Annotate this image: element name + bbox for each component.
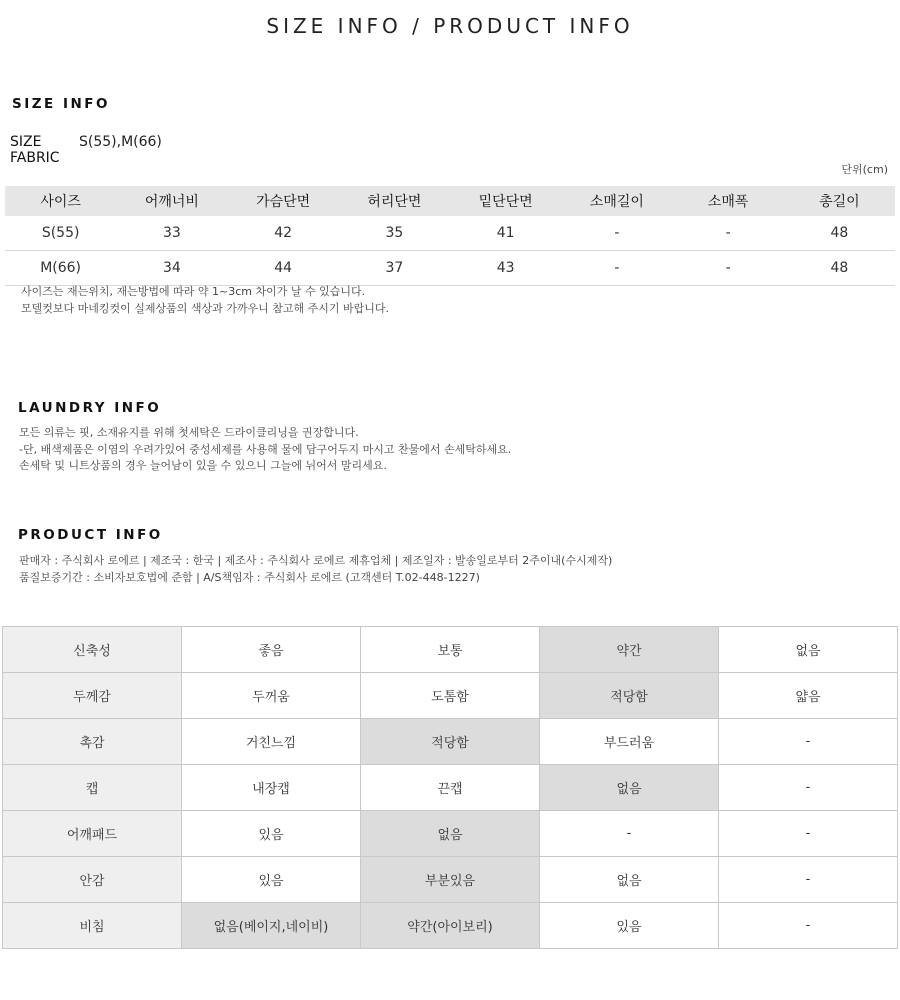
size-header-cell: 가슴단면 bbox=[228, 186, 339, 216]
fabric-option-cell: - bbox=[719, 765, 898, 811]
fabric-option-cell: 끈캡 bbox=[361, 765, 540, 811]
fabric-option-cell: - bbox=[719, 903, 898, 949]
size-header-cell: 사이즈 bbox=[5, 186, 116, 216]
fabric-option-cell: 도톰함 bbox=[361, 673, 540, 719]
fabric-row bbox=[3, 627, 898, 673]
product-info-heading: PRODUCT INFO bbox=[18, 527, 163, 543]
fabric-row bbox=[3, 857, 898, 903]
size-info-heading: SIZE INFO bbox=[12, 96, 110, 112]
size-cell: 48 bbox=[784, 216, 895, 251]
size-note: 사이즈는 재는위치, 재는방법에 따라 약 1~3cm 차이가 날 수 있습니다. bbox=[21, 285, 366, 298]
fabric-option-cell: 두꺼움 bbox=[182, 673, 361, 719]
laundry-info-heading: LAUNDRY INFO bbox=[18, 400, 162, 416]
page-title: SIZE INFO / PRODUCT INFO bbox=[266, 14, 634, 38]
fabric-attribute-label: 어깨패드 bbox=[3, 811, 182, 857]
size-cell: 48 bbox=[784, 251, 895, 286]
laundry-line: 모든 의류는 핏, 소재유지를 위해 첫세탁은 드라이클리닝을 권장합니다. bbox=[19, 426, 359, 439]
fabric-attribute-label: 신축성 bbox=[3, 627, 182, 673]
fabric-attribute-label: 촉감 bbox=[3, 719, 182, 765]
size-label: SIZE bbox=[10, 134, 42, 150]
size-cell: 37 bbox=[339, 251, 450, 286]
fabric-option-cell: 부드러움 bbox=[540, 719, 719, 765]
size-cell: M(66) bbox=[5, 251, 116, 286]
fabric-option-cell: 약간(아이보리) bbox=[361, 903, 540, 949]
size-note: 모델컷보다 마네킹컷이 실제상품의 색상과 가까우니 참고해 주시기 바랍니다. bbox=[21, 301, 390, 315]
size-notes bbox=[21, 284, 389, 317]
laundry-line: 손세탁 및 니트상품의 경우 늘어남이 있을 수 있으니 그늘에 뉘어서 말리세요. bbox=[19, 459, 387, 472]
size-cell: - bbox=[561, 216, 672, 251]
product-line: 판매자 : 주식회사 로에르 | 제조국 : 한국 | 제조사 : 주식회사 로에르 제휴업체 | 제조일자 : 발송일로부터 2주이내(수시제작) bbox=[19, 554, 613, 567]
fabric-option-cell: 있음 bbox=[182, 857, 361, 903]
fabric-option-cell: 내장캡 bbox=[182, 765, 361, 811]
laundry-line: -단, 배색제품은 이염의 우려가있어 중성세제를 사용해 물에 담구어두지 마시고 찬물에서 손세탁하세요. bbox=[19, 442, 512, 456]
fabric-option-cell: 있음 bbox=[540, 903, 719, 949]
size-header-cell: 어깨너비 bbox=[116, 186, 227, 216]
table-row bbox=[5, 216, 895, 251]
fabric-row bbox=[3, 903, 898, 949]
fabric-option-cell: - bbox=[719, 719, 898, 765]
fabric-option-cell: 없음 bbox=[719, 627, 898, 673]
fabric-row bbox=[3, 719, 898, 765]
laundry-notes bbox=[19, 425, 511, 475]
size-table-header bbox=[5, 186, 895, 216]
fabric-attribute-label: 캡 bbox=[3, 765, 182, 811]
size-cell: S(55) bbox=[5, 216, 116, 251]
size-cell: - bbox=[673, 216, 784, 251]
size-header-cell: 허리단면 bbox=[339, 186, 450, 216]
size-cell: 41 bbox=[450, 216, 561, 251]
fabric-option-cell: 거친느낌 bbox=[182, 719, 361, 765]
fabric-option-cell: 적당함 bbox=[361, 719, 540, 765]
size-header-cell: 소매폭 bbox=[673, 186, 784, 216]
unit-label: 단위(cm) bbox=[841, 163, 888, 176]
fabric-attribute-label: 안감 bbox=[3, 857, 182, 903]
size-header-cell: 소매길이 bbox=[561, 186, 672, 216]
size-cell: - bbox=[673, 251, 784, 286]
fabric-attribute-label: 두께감 bbox=[3, 673, 182, 719]
fabric-row bbox=[3, 765, 898, 811]
fabric-option-cell: 약간 bbox=[540, 627, 719, 673]
fabric-option-cell: - bbox=[540, 811, 719, 857]
size-cell: 33 bbox=[116, 216, 227, 251]
fabric-label: FABRIC bbox=[10, 150, 60, 166]
size-cell: 34 bbox=[116, 251, 227, 286]
fabric-option-cell: - bbox=[719, 857, 898, 903]
product-notes bbox=[19, 553, 612, 586]
size-value: S(55),M(66) bbox=[79, 134, 162, 150]
fabric-option-cell: 없음(베이지,네이비) bbox=[182, 903, 361, 949]
size-header-cell: 총길이 bbox=[784, 186, 895, 216]
size-cell: 43 bbox=[450, 251, 561, 286]
fabric-option-cell: 없음 bbox=[361, 811, 540, 857]
fabric-row bbox=[3, 673, 898, 719]
size-table bbox=[5, 186, 895, 286]
fabric-option-cell: 없음 bbox=[540, 857, 719, 903]
fabric-option-cell: 좋음 bbox=[182, 627, 361, 673]
fabric-row bbox=[3, 811, 898, 857]
size-cell: 35 bbox=[339, 216, 450, 251]
fabric-option-cell: 보통 bbox=[361, 627, 540, 673]
size-cell: 42 bbox=[228, 216, 339, 251]
product-line: 품질보증기간 : 소비자보호법에 준함 | A/S책임자 : 주식회사 로에르 (고객센터 T.02-448-1227) bbox=[19, 570, 480, 584]
fabric-option-cell: 얇음 bbox=[719, 673, 898, 719]
size-cell: - bbox=[561, 251, 672, 286]
fabric-option-cell: 적당함 bbox=[540, 673, 719, 719]
fabric-option-cell: - bbox=[719, 811, 898, 857]
size-cell: 44 bbox=[228, 251, 339, 286]
fabric-option-cell: 부분있음 bbox=[361, 857, 540, 903]
table-row bbox=[5, 251, 895, 286]
fabric-table bbox=[2, 626, 898, 949]
fabric-option-cell: 있음 bbox=[182, 811, 361, 857]
size-header-cell: 밑단단면 bbox=[450, 186, 561, 216]
fabric-attribute-label: 비침 bbox=[3, 903, 182, 949]
fabric-option-cell: 없음 bbox=[540, 765, 719, 811]
